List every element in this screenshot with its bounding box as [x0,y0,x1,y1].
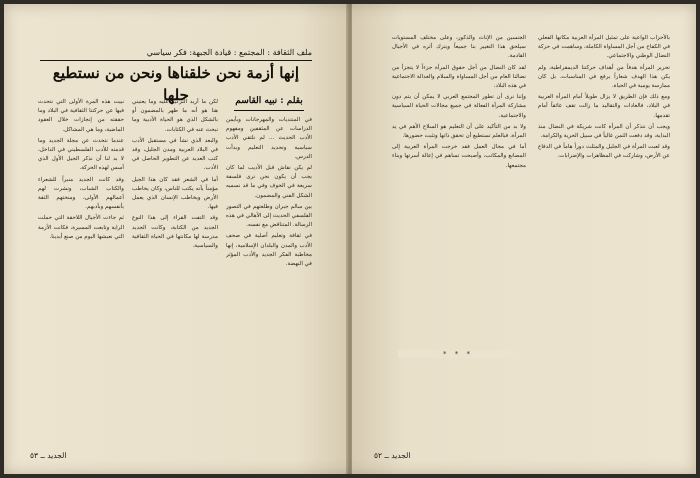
paragraph: تحرير المرأة هدفاً من أهداف حركتنا الديمقراطية، ولم يكن هذا الهدف شعاراً يرفع في المناسبات، بل كان ممارسة يومية في الحياة. [538,64,670,90]
paragraph: في المنتديات والمهرجانات وبأيمن الدراسات عن المثقفين ومفهوم الأدب الحديث ... لم نلتقي الأدب سياسية وتحديد التعليم وبدأت الدرس. [226,117,312,160]
paragraph: لكن ما أريد التركيز عليه وما يعنيني هنا هو أنه ما ظهر بالمضمون أو بالشكل الذي هو الحياة الأدبية وما نبحث عنه في الكتابات. [132,99,218,133]
page-footer-right: الجديد ــ ٥٢ [374,451,411,460]
paragraph: وقد لعبت المرأة في الجليل والمثلث دوراً هاماً في الدفاع عن الأرض، وشاركت في المظاهرات والإضرابات. [538,144,670,160]
paragraph: ويجب أن نتذكر أن المرأة كانت شريكة في النضال منذ البداية، وقد دفعت الثمن غالياً في سبيل الحرية والكرامة. [538,123,670,140]
paragraph: أما في الشعر فقد كان هذا الجيل مؤمناً بأنه يكتب للناس، وكان يخاطب الأرض ويخاطب الإنسان الذي يعمل فيها. [132,176,218,211]
paragraph: ثم جاءت الأجيال اللاحقة التي حملت الراية وتابعت المسيرة، فكانت الأزمة التي نعيشها اليوم من صنع أيدينا. [38,215,124,240]
page-footer-left: الجديد ــ ٥٣ [30,451,67,460]
paragraph: عندما نتحدث عن مجلة الجديد وما قدمته للأدب الفلسطيني في الداخل، لا بد لنا أن نذكر الجيل الأول الذي أسس لهذه الحركة. [38,137,124,172]
right-column-1 [538,34,670,442]
paragraph: وقد التفت القراء إلى هذا النوع الجديد من الكتابة، وكانت الجديد مدرسة لها مكانتها في الحياة الثقافية والسياسية. [132,215,218,250]
left-column-3 [38,98,124,448]
paragraph: وقد كانت الجديد منبراً للشعراء والكتاب الشباب، ونشرت لهم أعمالهم الأولى، ومنحتهم الثقة بأنفسهم وبأدبهم. [38,176,124,211]
paragraph: ولا بد من التأكيد على أن التعليم هو السلاح الأهم في يد المرأة، فبالعلم تستطيع أن تحقق ذاتها وتثبت حضورها. [392,123,526,140]
paragraph: ومع ذلك فإن الطريق لا يزال طويلاً أمام المرأة العربية في البلاد، فالعادات والتقاليد ما زالت تقف عائقاً أمام تقدمها. [538,94,670,119]
paragraph: لم يكن نقاش قبل الأديب لما كان يجب أن يكون نحن نرى فلسفة سريعة في الخوف وفي ما قد نسميه الشكل الفني والمضمون. [226,165,312,199]
left-column-2 [132,98,218,448]
byline-underline [234,110,304,111]
paragraph: وإننا نرى أن تطور المجتمع العربي لا يمكن أن يتم دون مشاركة المرأة الفعالة في جميع مجالات الحياة السياسية والاجتماعية. [392,94,526,119]
paragraph: والبعد الذي نشأ في مستقبل الأدب في البلاد العربية ومدن الجليل، وقد كتب العديد عن التطوير الحاصل في الأدب. [132,137,218,172]
paragraph: لقد كان النضال من أجل حقوق المرأة جزءاً لا يتجزأ من نضالنا العام من أجل المساواة والسلام والعدالة الاجتماعية في هذه البلاد. [392,64,526,90]
section-separator: * * * [398,350,518,358]
right-column-2 [392,34,526,442]
article-headline: إنها أزمة نحن خلقناها ونحن من نستطيع حلها [52,64,300,104]
paragraph: بين سالم جبران وطلعتهم في التصور الفلسفي الحديث إلى الأهالي في هذه الرسالة. المتناقض مع نفسه. [226,203,312,229]
article-byline: بقلم : نبيه القاسم [235,96,303,106]
paragraph: نبيت هذه المرة الأولى التي نتحدث فيها عن حركتنا الثقافية في البلاد وما حققته من إنجازات خلال العقود الماضية، وما هي المشاكل. [38,99,124,133]
paragraph: في ثقافة وتعليم أصلية في صحف الأدب والمدن والبلدان الإسلامية، إنها مخاطبة الفكر الجديد والأدب المؤثر في النهضة. [226,233,312,268]
right-page [352,4,696,474]
left-page [4,4,348,474]
running-head: ملف الثقافة : المجتمع : قيادة الجبهة: فكر سياسي [40,48,312,61]
left-column-1 [226,116,312,448]
magazine-spread [4,4,696,474]
paragraph: الجنسين من الإناث والذكور، وعلى مختلف المستويات سيلحق هذا التغيير بنا جميعاً ويترك أثره في الأجيال القادمة. [392,35,526,60]
paragraph: بالأحزاب الواعية على تمثيل المرأة العربية مكانها الفعلي في الكفاح من أجل المساواة الكاملة، وساهمت في حركة النضال الوطني والاجتماعي. [538,35,670,60]
paragraph: أما في مجال العمل فقد خرجت المرأة العربية إلى المصانع والمكاتب، وأصبحت تساهم في إعالة أسرتها وبناء مجتمعها. [392,144,526,169]
